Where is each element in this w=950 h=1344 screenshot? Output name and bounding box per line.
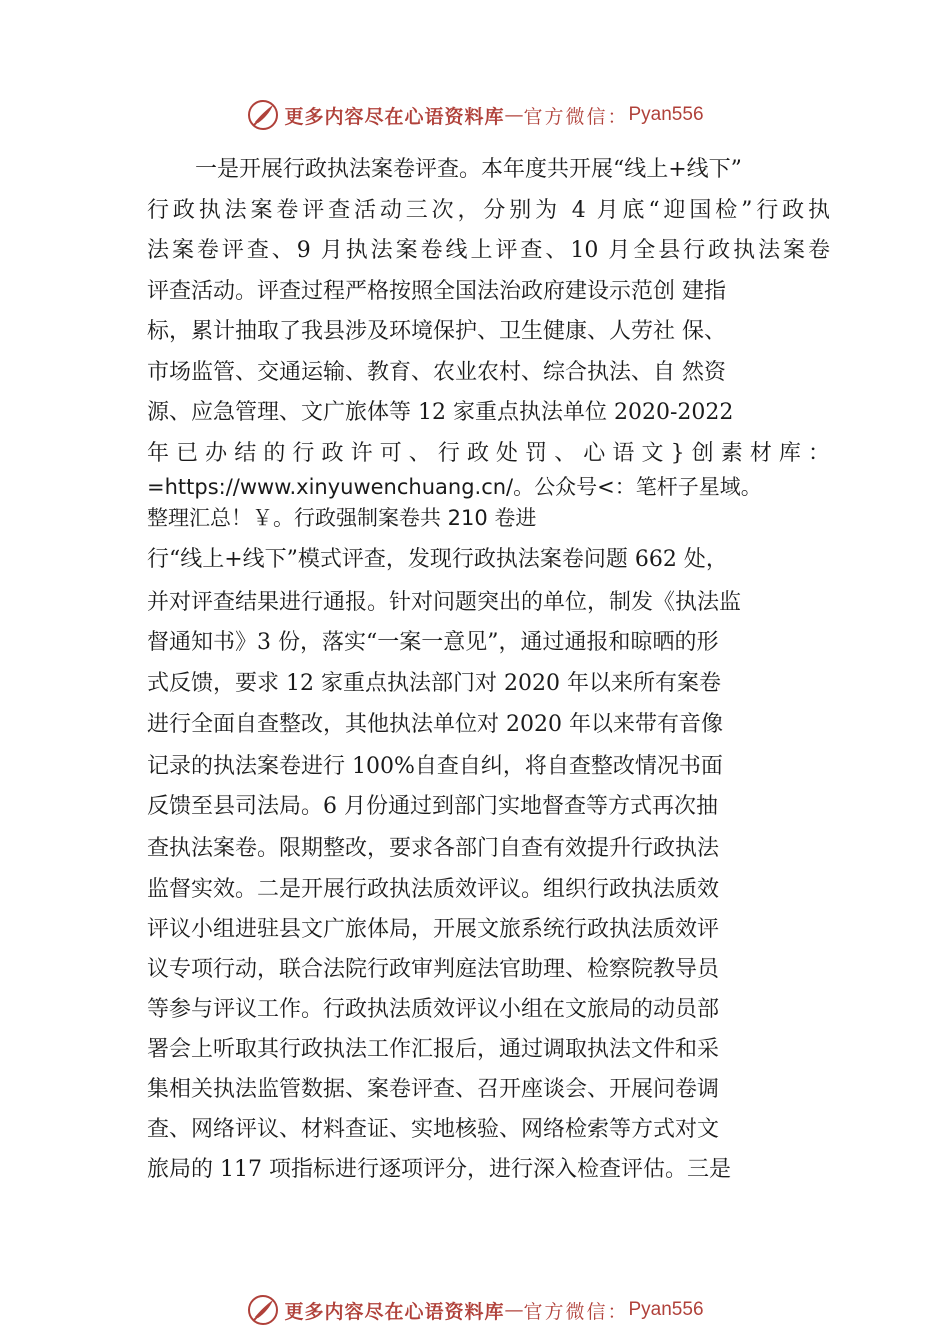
- body-line: 行政执法案卷评查活动三次，分别为 4 月底“迎国检”行政执: [147, 198, 830, 223]
- body-line: 等参与评议工作。行政执法质效评议小组在文旅局的动员部: [147, 997, 720, 1022]
- footer-dash: —: [504, 1299, 524, 1321]
- body-line: 整理汇总！￥。行政强制案卷共 210 卷进: [147, 506, 537, 530]
- footer-brand: 更多内容尽在心语资料库: [284, 1300, 505, 1323]
- body-line: 评查活动。评查过程严格按照全国法治政府建设示范创 建指: [147, 279, 726, 304]
- header-dash: —: [504, 104, 524, 126]
- body-line: 式反馈，要求 12 家重点执法部门对 2020 年以来所有案卷: [147, 671, 721, 696]
- footer-official-label: 官方微信：: [523, 1300, 629, 1323]
- body-line: 行“线上+线下”模式评查，发现行政执法案卷问题 662 处，: [147, 547, 728, 572]
- footer-wechat-id: Pyan556: [628, 1299, 704, 1320]
- body-line: 市场监管、交通运输、教育、农业农村、综合执法、自 然资: [147, 360, 726, 385]
- body-line: 法案卷评查、9 月执法案卷线上评查、10 月全县行政执法案卷: [147, 238, 830, 263]
- body-line: 源、应急管理、文广旅体等 12 家重点执法单位 2020-2022: [147, 400, 734, 425]
- header-official-label: 官方微信：: [523, 105, 629, 128]
- body-line: 评议小组进驻县文广旅体局，开展文旅系统行政执法质效评: [147, 917, 720, 942]
- header-wechat-id: Pyan556: [628, 104, 704, 125]
- body-line: 一是开展行政执法案卷评查。本年度共开展“线上+线下”: [195, 157, 742, 182]
- body-line: 督通知书》3 份，落实“一案一意见”，通过通报和晾晒的形: [147, 630, 719, 655]
- body-line: 记录的执法案卷进行 100%自查自纠，将自查整改情况书面: [147, 754, 723, 779]
- body-line: 集相关执法监管数据、案卷评查、召开座谈会、开展问卷调: [147, 1077, 720, 1102]
- body-line: 进行全面自查整改，其他执法单位对 2020 年以来带有音像: [147, 712, 723, 737]
- body-line: 旅局的 117 项指标进行逐项评分，进行深入检查评估。三是: [147, 1157, 731, 1182]
- body-line: 并对评查结果进行通报。针对问题突出的单位，制发《执法监: [147, 590, 742, 615]
- body-line: 议专项行动，联合法院行政审判庭法官助理、检察院教导员: [147, 957, 720, 982]
- quill-logo-icon: [246, 1293, 280, 1327]
- body-line: 反馈至县司法局。6 月份通过到部门实地督查等方式再次抽: [147, 794, 718, 819]
- body-line: 监督实效。二是开展行政执法质效评议。组织行政执法质效: [147, 877, 720, 902]
- body-line: 查执法案卷。限期整改，要求各部门自查有效提升行政执法: [147, 836, 720, 861]
- body-line: =https://www.xinyuwenchuang.cn/。公众号<：笔杆子星域。: [147, 475, 762, 499]
- body-line: 标，累计抽取了我县涉及环境保护、卫生健康、人劳社 保、: [147, 319, 726, 344]
- body-line: 年已办结的行政许可、行政处罚、心语文}创素材库：: [147, 441, 830, 466]
- body-line: 查、网络评议、材料查证、实地核验、网络检索等方式对文: [147, 1117, 720, 1142]
- body-line: 署会上听取其行政执法工作汇报后，通过调取执法文件和采: [147, 1037, 720, 1062]
- header-brand: 更多内容尽在心语资料库: [284, 105, 505, 128]
- footer-banner: [0, 1290, 950, 1330]
